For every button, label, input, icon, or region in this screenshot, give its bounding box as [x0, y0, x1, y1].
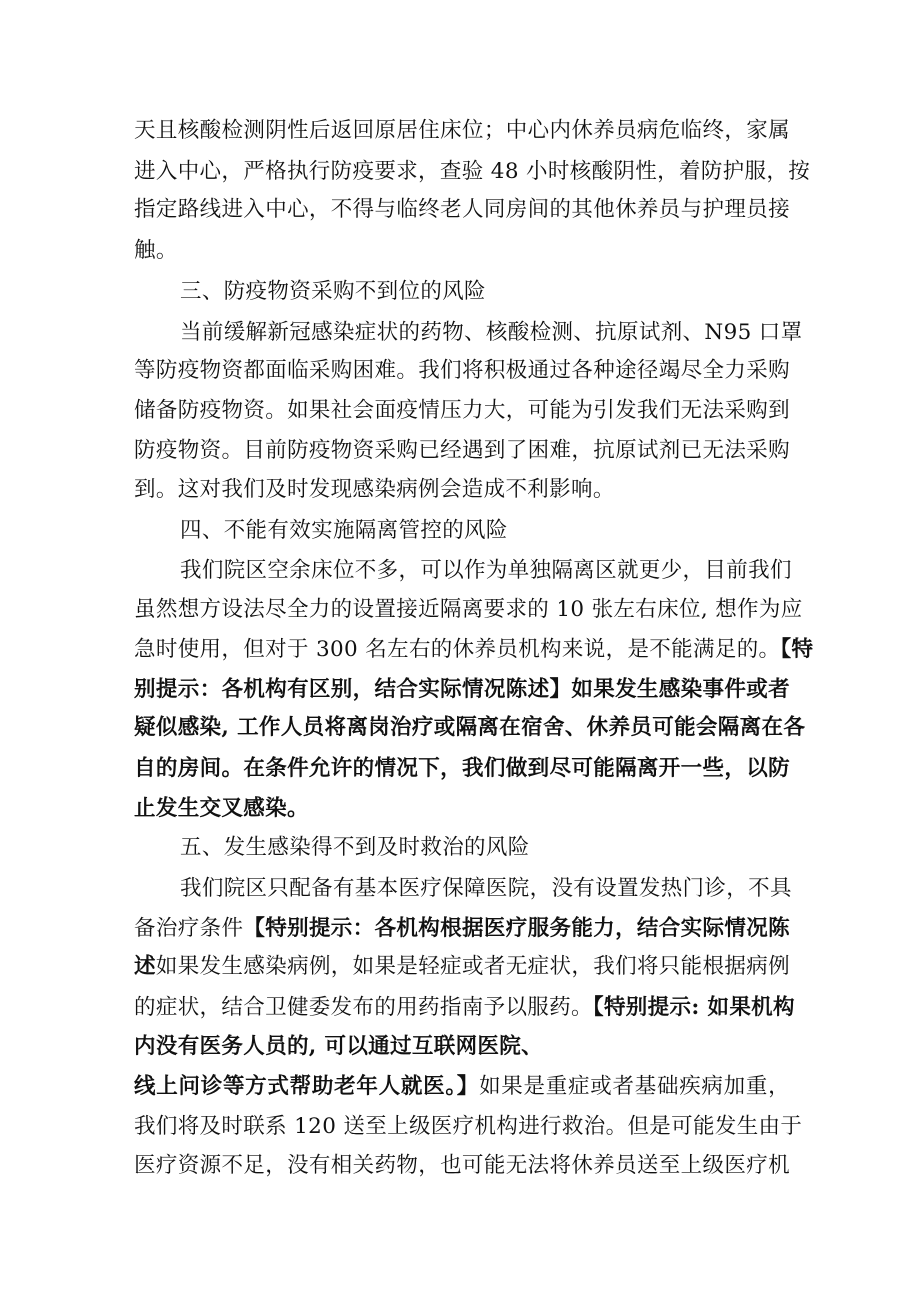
text-line [134, 236, 790, 266]
bold-text-segment: 疑似感染, 工作人员将离岗治疗或隔离在宿舍、休养员可能会隔离在各 [134, 715, 806, 740]
text-line [134, 116, 790, 146]
text-line [180, 556, 790, 586]
text-segment: 如果是重症或者基础疾病加重， [479, 1074, 790, 1099]
text-segment: 如果发生感染病例，如果是轻症或者无症状，我们将只能根据病例 [155, 954, 790, 979]
bold-text-segment: 自的房间。在条件允许的情况下，我们做到尽可能隔离开一些，以防 [134, 756, 790, 781]
text-line [134, 993, 795, 1023]
text-line [134, 1112, 803, 1142]
text-line [134, 635, 814, 665]
text-segment: 我们院区空余床位不多，可以作为单独隔离区就更少，目前我们 [180, 558, 792, 583]
text-line [134, 157, 811, 187]
text-line [180, 277, 790, 307]
text-line [180, 874, 790, 904]
text-segment: 的症状，结合卫健委发布的用药指南予以服药。 [134, 995, 593, 1020]
text-line [134, 436, 790, 466]
text-line [134, 794, 790, 824]
text-line [180, 833, 790, 863]
bold-text-segment: 述 [134, 954, 156, 979]
text-line [134, 713, 806, 743]
text-segment: 防疫物资。目前防疫物资采购已经遇到了困难，抗原试剂已无法采购 [134, 438, 790, 463]
text-segment: 到。这对我们及时发现感染病例会造成不利影响。 [134, 477, 615, 502]
text-line [134, 1032, 790, 1062]
text-segment: 虽然想方设法尽全力的设置接近隔离要求的 10 张左右床位, 想作为应 [134, 597, 803, 622]
text-line [134, 1072, 790, 1102]
text-line [134, 356, 790, 386]
text-segment: 当前缓解新冠感染症状的药物、核酸检测、抗原试剂、N95 口罩 [180, 320, 803, 345]
text-line [134, 396, 790, 426]
bold-text-segment: 内没有医务人员的, 可以通过互联网医院、 [134, 1034, 543, 1059]
bold-text-segment: 别提示：各机构有区别，结合实际情况陈述】如果发生感染事件或者 [134, 677, 790, 702]
text-segment: 进入中心，严格执行防疫要求，查验 48 小时核酸阴性，着防护服，按 [134, 159, 811, 184]
text-line [134, 754, 790, 784]
text-segment: 医疗资源不足，没有相关药物，也可能无法将休养员送至上级医疗机 [134, 1153, 790, 1178]
text-segment: 触。 [134, 238, 178, 263]
text-line [134, 595, 803, 625]
text-segment: 备治疗条件 [134, 916, 244, 941]
text-segment: 三、防疫物资采购不到位的风险 [180, 279, 486, 304]
bold-text-segment: 【特 [780, 637, 814, 662]
bold-text-segment: 线上问诊等方式帮助老年人就医。】 [134, 1074, 480, 1099]
text-segment: 储备防疫物资。如果社会面疫情压力大，可能为引发我们无法采购到 [134, 398, 790, 423]
text-segment: 我们院区只配备有基本医疗保障医院，没有设置发热门诊，不具 [180, 876, 792, 901]
text-line [180, 516, 790, 546]
text-segment: 急时使用，但对于 300 名左右的休养员机构来说，是不能满足的。 [134, 637, 781, 662]
text-line [134, 195, 790, 225]
bold-text-segment: 止发生交叉感染。 [134, 796, 309, 821]
text-segment: 四、不能有效实施隔离管控的风险 [180, 518, 508, 543]
bold-text-segment: 【特别提示: 如果机构 [592, 995, 795, 1020]
text-segment: 指定路线进入中心，不得与临终老人同房间的其他休养员与护理员接 [134, 197, 790, 222]
text-line [134, 475, 790, 505]
text-segment: 我们将及时联系 120 送至上级医疗机构进行救治。但是可能发生由于 [134, 1114, 803, 1139]
text-segment: 五、发生感染得不到及时救治的风险 [180, 835, 530, 860]
text-line [134, 675, 790, 705]
text-line [134, 914, 790, 944]
bold-text-segment: 【特别提示：各机构根据医疗服务能力，结合实际情况陈 [243, 916, 790, 941]
text-segment: 等防疫物资都面临采购困难。我们将积极通过各种途径竭尽全力采购 [134, 358, 790, 383]
text-segment: 天且核酸检测阴性后返回原居住床位；中心内休养员病危临终，家属 [134, 118, 790, 143]
text-line [134, 1151, 790, 1181]
text-line [180, 318, 803, 348]
text-line [134, 952, 790, 982]
